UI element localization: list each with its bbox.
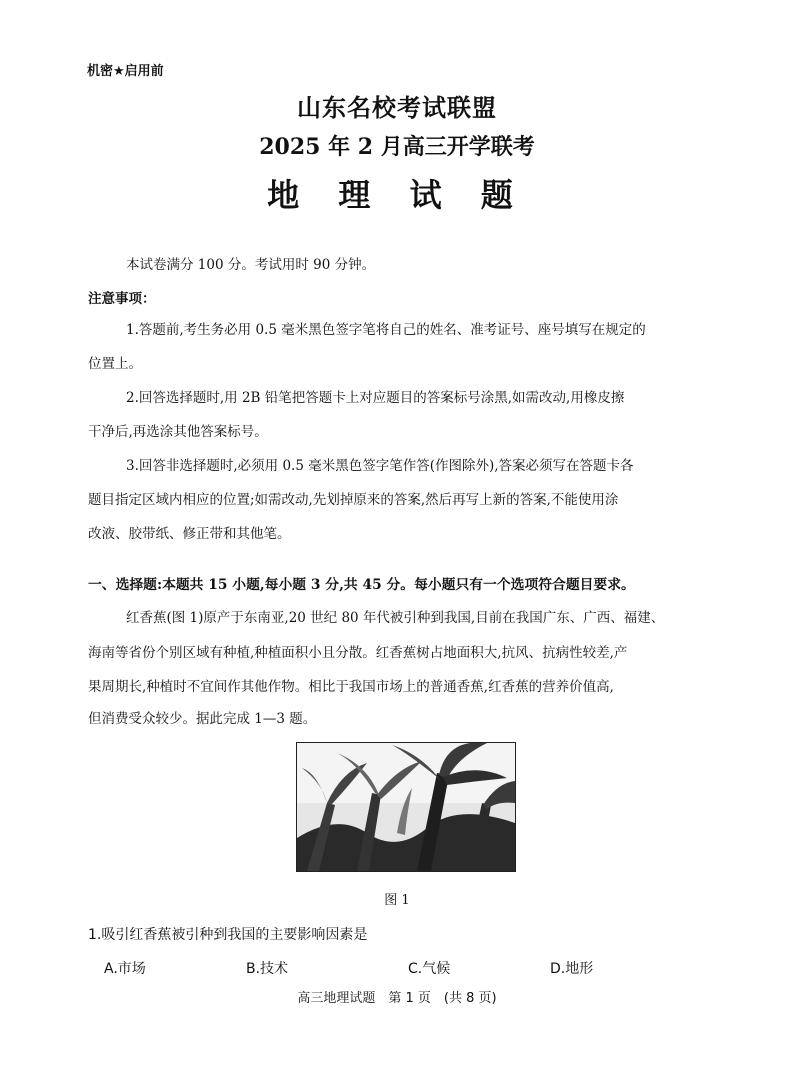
option-a[interactable]: A.市场 <box>104 961 146 977</box>
section-1-heading: 一、选择题:本题共 15 小题,每小题 3 分,共 45 分。每小题只有一个选项符合题目要求。 <box>88 577 635 593</box>
option-b[interactable]: B.技术 <box>246 961 289 977</box>
passage-line-2: 海南等省份个别区域有种植,种植面积小且分散。红香蕉树占地面积大,抗风、抗病性较差,产 <box>88 645 628 661</box>
note-3-line-3: 改液、胶带纸、修正带和其他笔。 <box>88 526 291 542</box>
score-time-line: 本试卷满分 100 分。考试用时 90 分钟。 <box>126 257 376 273</box>
notes-title: 注意事项： <box>88 291 156 307</box>
note-1-line-1: 1.答题前,考生务必用 0.5 毫米黑色签字笔将自己的姓名、准考证号、座号填写在规定的 <box>126 322 646 338</box>
figure-caption: 图 1 <box>384 893 410 908</box>
note-2-line-2: 干净后,再选涂其他答案标号。 <box>88 424 268 440</box>
note-1-line-2: 位置上。 <box>88 356 142 372</box>
passage-line-4: 但消费受众较少。据此完成 1—3 题。 <box>88 711 317 727</box>
red-banana-photo <box>296 742 516 872</box>
option-d[interactable]: D.地形 <box>550 961 594 977</box>
passage-line-3: 果周期长,种植时不宜间作其他作物。相比于我国市场上的普通香蕉,红香蕉的营养价值高, <box>88 679 614 695</box>
page-footer: 高三地理试题 第 1 页 (共 8 页) <box>297 991 497 1006</box>
note-3-line-1: 3.回答非选择题时,必须用 0.5 毫米黑色签字笔作答(作图除外),答案必须写在答题卡各 <box>126 458 634 474</box>
exam-title: 2025 年 2 月高三开学联考 <box>259 134 535 160</box>
banana-plant-illustration <box>297 743 515 871</box>
note-2-line-1: 2.回答选择题时,用 2B 铅笔把答题卡上对应题目的答案标号涂黑,如需改动,用橡皮擦 <box>126 390 625 406</box>
exam-organization: 山东名校考试联盟 <box>297 93 497 122</box>
option-c[interactable]: C.气候 <box>408 961 451 977</box>
question-1-stem: 1.吸引红香蕉被引种到我国的主要影响因素是 <box>88 927 368 943</box>
note-3-line-2: 题目指定区域内相应的位置;如需改动,先划掉原来的答案,然后再写上新的答案,不能使用涂 <box>88 492 619 508</box>
passage-line-1: 红香蕉(图 1)原产于东南亚,20 世纪 80 年代被引种到我国,目前在我国广东、广西、福建、 <box>126 610 665 626</box>
subject-title: 地 理 试 题 <box>267 176 527 214</box>
confidential-label: 机密★启用前 <box>87 64 164 79</box>
